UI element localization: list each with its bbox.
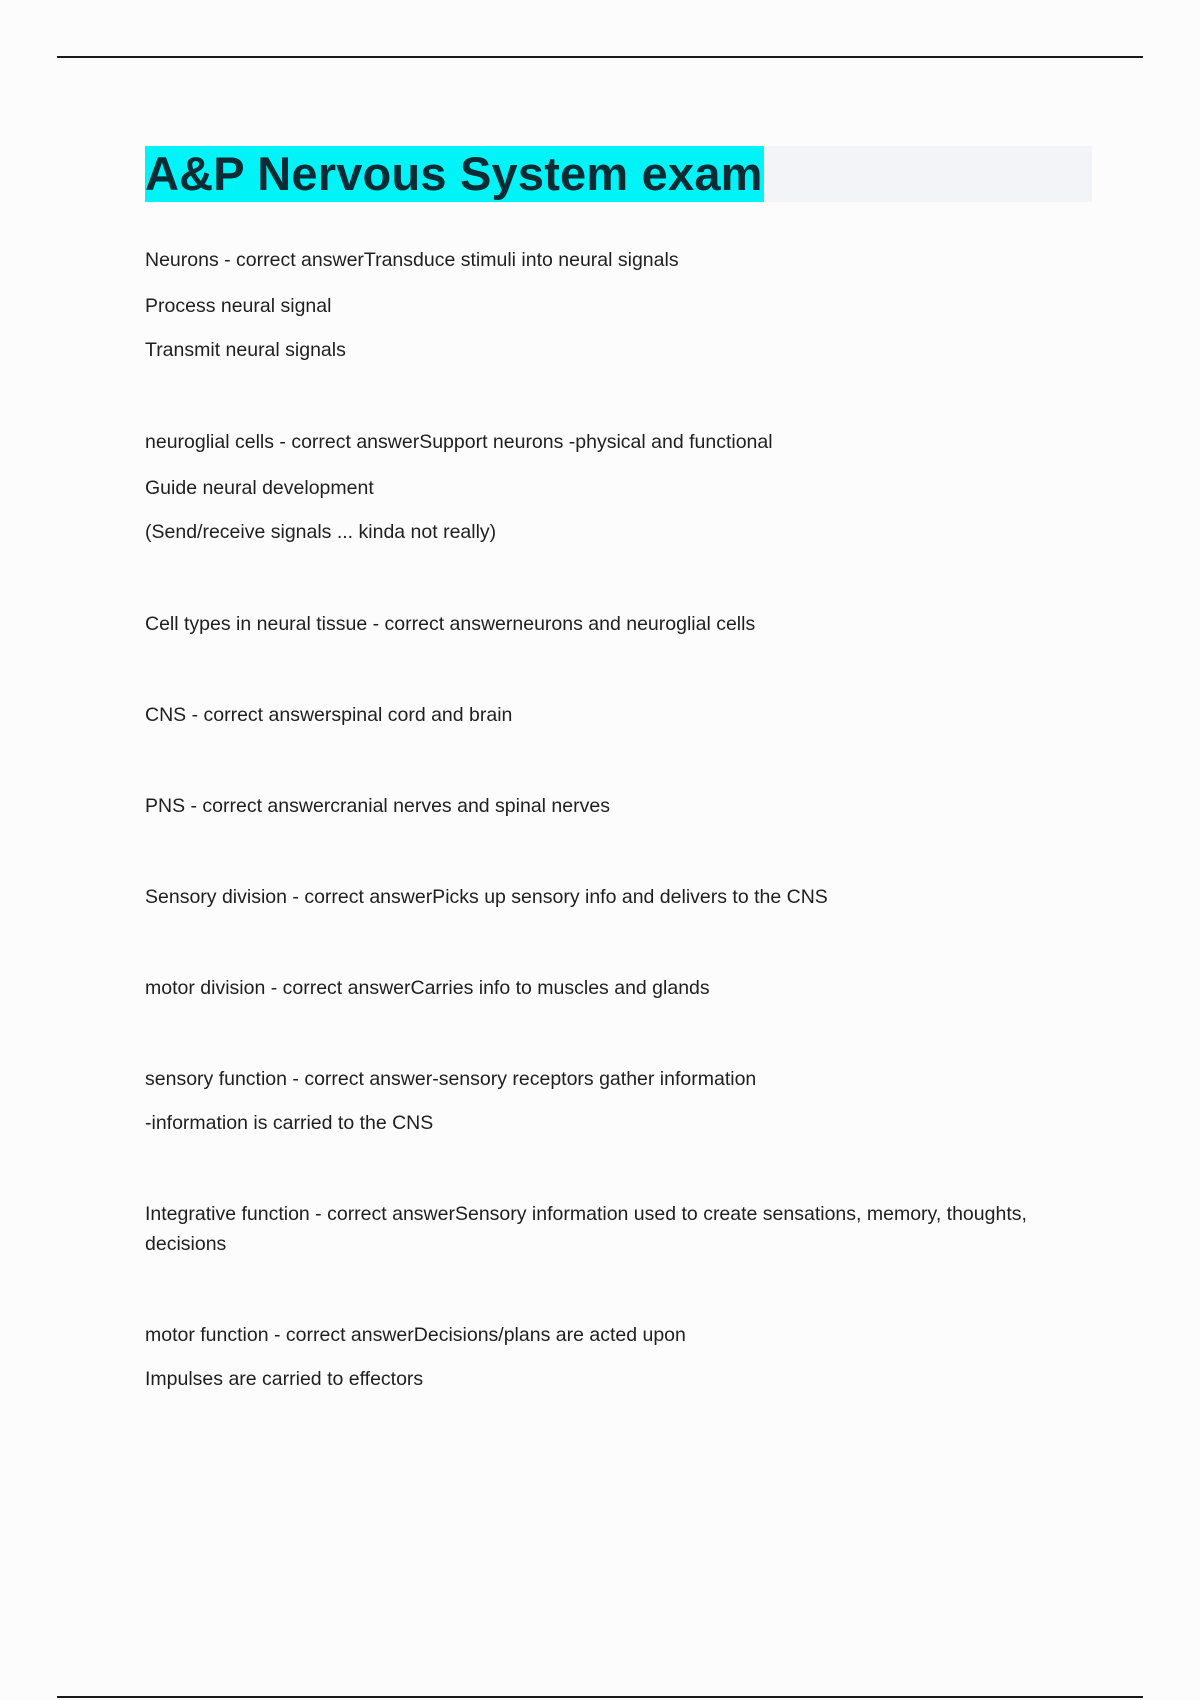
card-term-line: sensory function - correct answer-sensory receptors gather information (145, 1068, 757, 1090)
card-answer-line: Transmit neural signals (145, 339, 346, 361)
card-term-line: Cell types in neural tissue - correct answerneurons and neuroglial cells (145, 613, 756, 635)
page-title: A&P Nervous System exam (145, 147, 763, 200)
card-term-line: neuroglial cells - correct answerSupport neurons -physical and functional (145, 431, 773, 453)
card-answer-line: (Send/receive signals ... kinda not really) (145, 521, 497, 543)
card-term-line: motor function - correct answerDecisions/plans are acted upon (145, 1324, 686, 1346)
top-rule (57, 56, 1143, 58)
card-answer-line: Guide neural development (145, 477, 374, 499)
card-answer-line: -information is carried to the CNS (145, 1112, 434, 1134)
card-term-line: CNS - correct answerspinal cord and brain (145, 704, 513, 726)
card-term-line: Integrative function - correct answerSensory information used to create sensations, memory, thoughts, decisions (145, 1203, 1027, 1255)
card-term-line: Sensory division - correct answerPicks up sensory info and delivers to the CNS (145, 886, 828, 908)
bottom-rule (57, 1696, 1143, 1698)
card-term-line: Neurons - correct answerTransduce stimuli into neural signals (145, 249, 679, 271)
card-term-line: motor division - correct answerCarries info to muscles and glands (145, 977, 710, 999)
card-term-line: PNS - correct answercranial nerves and spinal nerves (145, 795, 610, 817)
card-answer-line: Process neural signal (145, 295, 332, 317)
card-answer-line: Impulses are carried to effectors (145, 1368, 424, 1390)
